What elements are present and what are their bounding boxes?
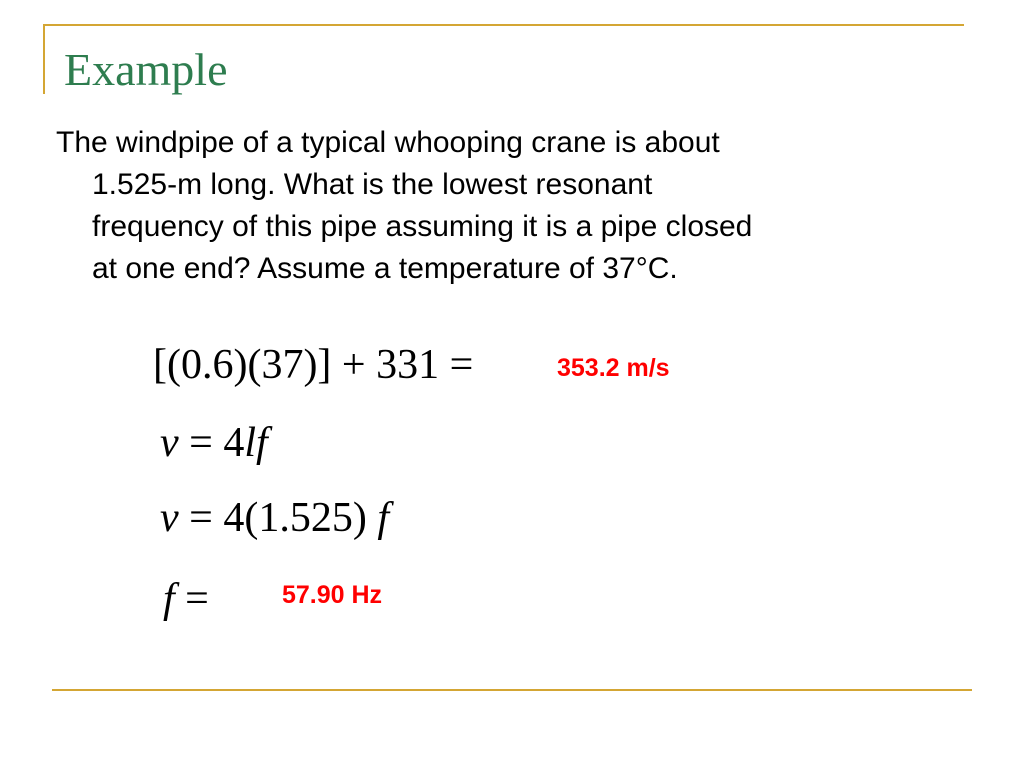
frame-bottom-rule bbox=[52, 689, 972, 691]
problem-statement bbox=[56, 122, 936, 290]
equation-text: = 4 bbox=[189, 420, 245, 466]
answer-speed: 353.2 m/s bbox=[557, 354, 670, 382]
problem-line: The windpipe of a typical whooping crane is about bbox=[56, 126, 720, 159]
frame-left-rule bbox=[43, 24, 45, 94]
frame-top-rule bbox=[43, 24, 964, 26]
variable-v: v bbox=[160, 495, 179, 541]
equation-text: [(0.6)(37)] + 331 = bbox=[153, 342, 474, 388]
variable-v: v bbox=[160, 420, 179, 466]
answer-frequency: 57.90 Hz bbox=[282, 581, 383, 609]
variable-f: f bbox=[163, 576, 175, 622]
variable-f: f bbox=[377, 495, 389, 541]
equation-text: = 4(1.525) bbox=[189, 495, 367, 541]
equation-closed-pipe bbox=[160, 418, 268, 468]
problem-line: frequency of this pipe assuming it is a pipe closed bbox=[92, 210, 753, 243]
equation-frequency bbox=[163, 574, 209, 624]
equation-substituted bbox=[160, 493, 389, 543]
equation-speed-of-sound bbox=[153, 340, 473, 390]
problem-line: at one end? Assume a temperature of 37°C. bbox=[92, 252, 678, 285]
problem-line: 1.525-m long. What is the lowest resonant bbox=[92, 168, 653, 201]
slide-title: Example bbox=[64, 44, 228, 95]
variable-lf: lf bbox=[244, 420, 268, 466]
equals-sign: = bbox=[185, 576, 209, 622]
